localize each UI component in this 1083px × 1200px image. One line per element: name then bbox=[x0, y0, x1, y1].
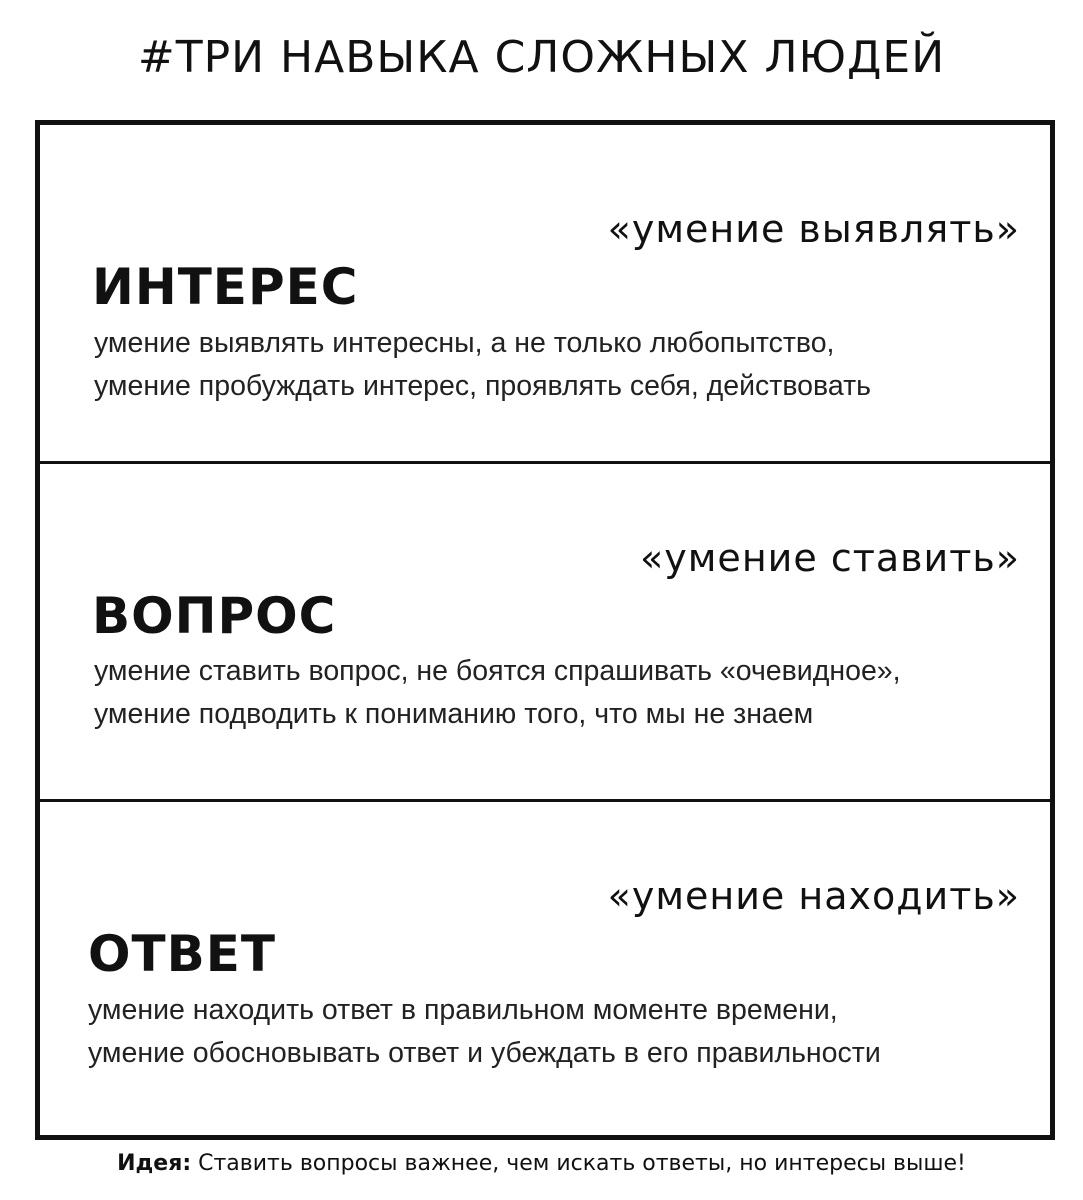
section-question bbox=[40, 464, 1050, 799]
description-line: умение обосновывать ответ и убеждать в его правильности bbox=[88, 1037, 881, 1069]
section-heading: ИНТЕРЕС bbox=[92, 258, 359, 316]
description-line: умение подводить к пониманию того, что мы не знаем bbox=[94, 698, 814, 730]
description-line: умение пробуждать интерес, проявлять себя, действовать bbox=[94, 370, 871, 402]
section-heading: ОТВЕТ bbox=[88, 925, 276, 983]
section-interest bbox=[40, 125, 1050, 461]
section-answer bbox=[40, 802, 1050, 1135]
section-description bbox=[88, 989, 881, 1075]
section-heading: ВОПРОС bbox=[92, 587, 337, 645]
footer-idea bbox=[0, 1148, 1083, 1180]
footer-text: Ставить вопросы важнее, чем искать ответы, но интересы выше! bbox=[198, 1151, 966, 1176]
section-subtitle: «умение выявлять» bbox=[607, 207, 1020, 251]
description-line: умение ставить вопрос, не боятся спрашивать «очевидное», bbox=[94, 655, 901, 687]
skills-frame bbox=[35, 120, 1055, 1140]
page-title: #ТРИ НАВЫКА СЛОЖНЫХ ЛЮДЕЙ bbox=[137, 32, 946, 83]
section-description bbox=[94, 322, 871, 408]
footer-label: Идея: bbox=[117, 1151, 192, 1176]
section-subtitle: «умение находить» bbox=[607, 874, 1020, 918]
description-line: умение выявлять интересны, а не только любопытство, bbox=[94, 327, 835, 359]
description-line: умение находить ответ в правильном моменте времени, bbox=[88, 994, 838, 1026]
section-subtitle: «умение ставить» bbox=[640, 536, 1020, 580]
section-description bbox=[94, 650, 901, 736]
